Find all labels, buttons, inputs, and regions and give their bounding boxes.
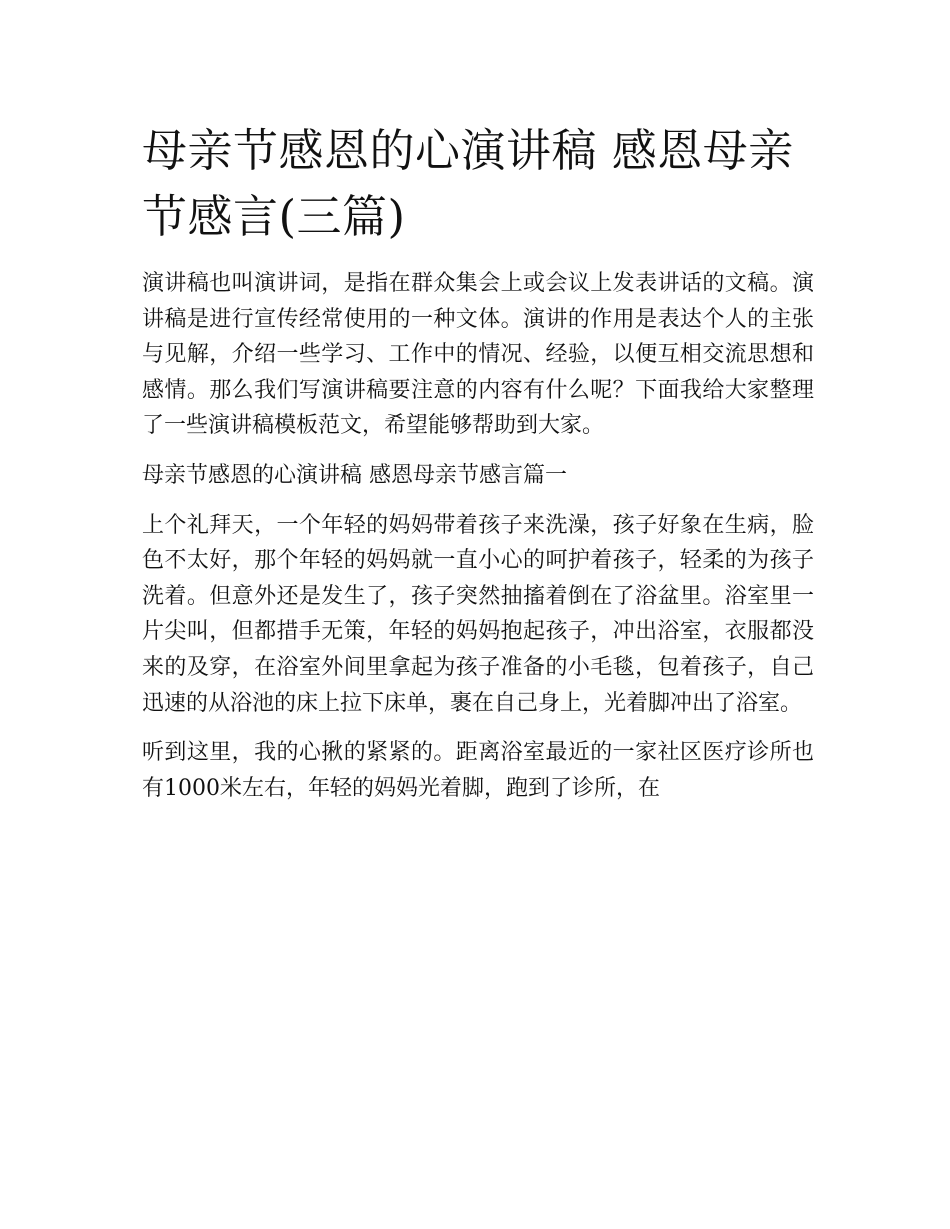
body-paragraph-1: 上个礼拜天，一个年轻的妈妈带着孩子来洗澡，孩子好象在生病，脸色不太好，那个年轻的妈妈就一直小心的呵护着孩子，轻柔的为孩子洗着。但意外还是发生了，孩子突然抽搐着倒在了浴盆里。浴室里一片尖叫，但都措手无策，年轻的妈妈抱起孩子，冲出浴室，衣服都没来的及穿，在浴室外间里拿起为孩子准备的小毛毯，包着孩子，自己迅速的从浴池的床上拉下床单，裹在自己身上，光着脚冲出了浴室。 <box>142 512 814 716</box>
document-title: 母亲节感恩的心演讲稿 感恩母亲节感言(三篇) <box>142 124 794 243</box>
section-heading: 母亲节感恩的心演讲稿 感恩母亲节感言篇一 <box>142 462 567 488</box>
body-paragraph-2: 听到这里，我的心揪的紧紧的。距离浴室最近的一家社区医疗诊所也有1000米左右，年轻的妈妈光着脚，跑到了诊所，在 <box>142 740 814 801</box>
intro-paragraph: 演讲稿也叫演讲词，是指在群众集会上或会议上发表讲话的文稿。演讲稿是进行宣传经常使用的一种文体。演讲的作用是表达个人的主张与见解，介绍一些学习、工作中的情况、经验，以便互相交流思想和感情。那么我们写演讲稿要注意的内容有什么呢？下面我给大家整理了一些演讲稿模板范文，希望能够帮助到大家。 <box>142 271 814 439</box>
document-page <box>142 118 814 806</box>
